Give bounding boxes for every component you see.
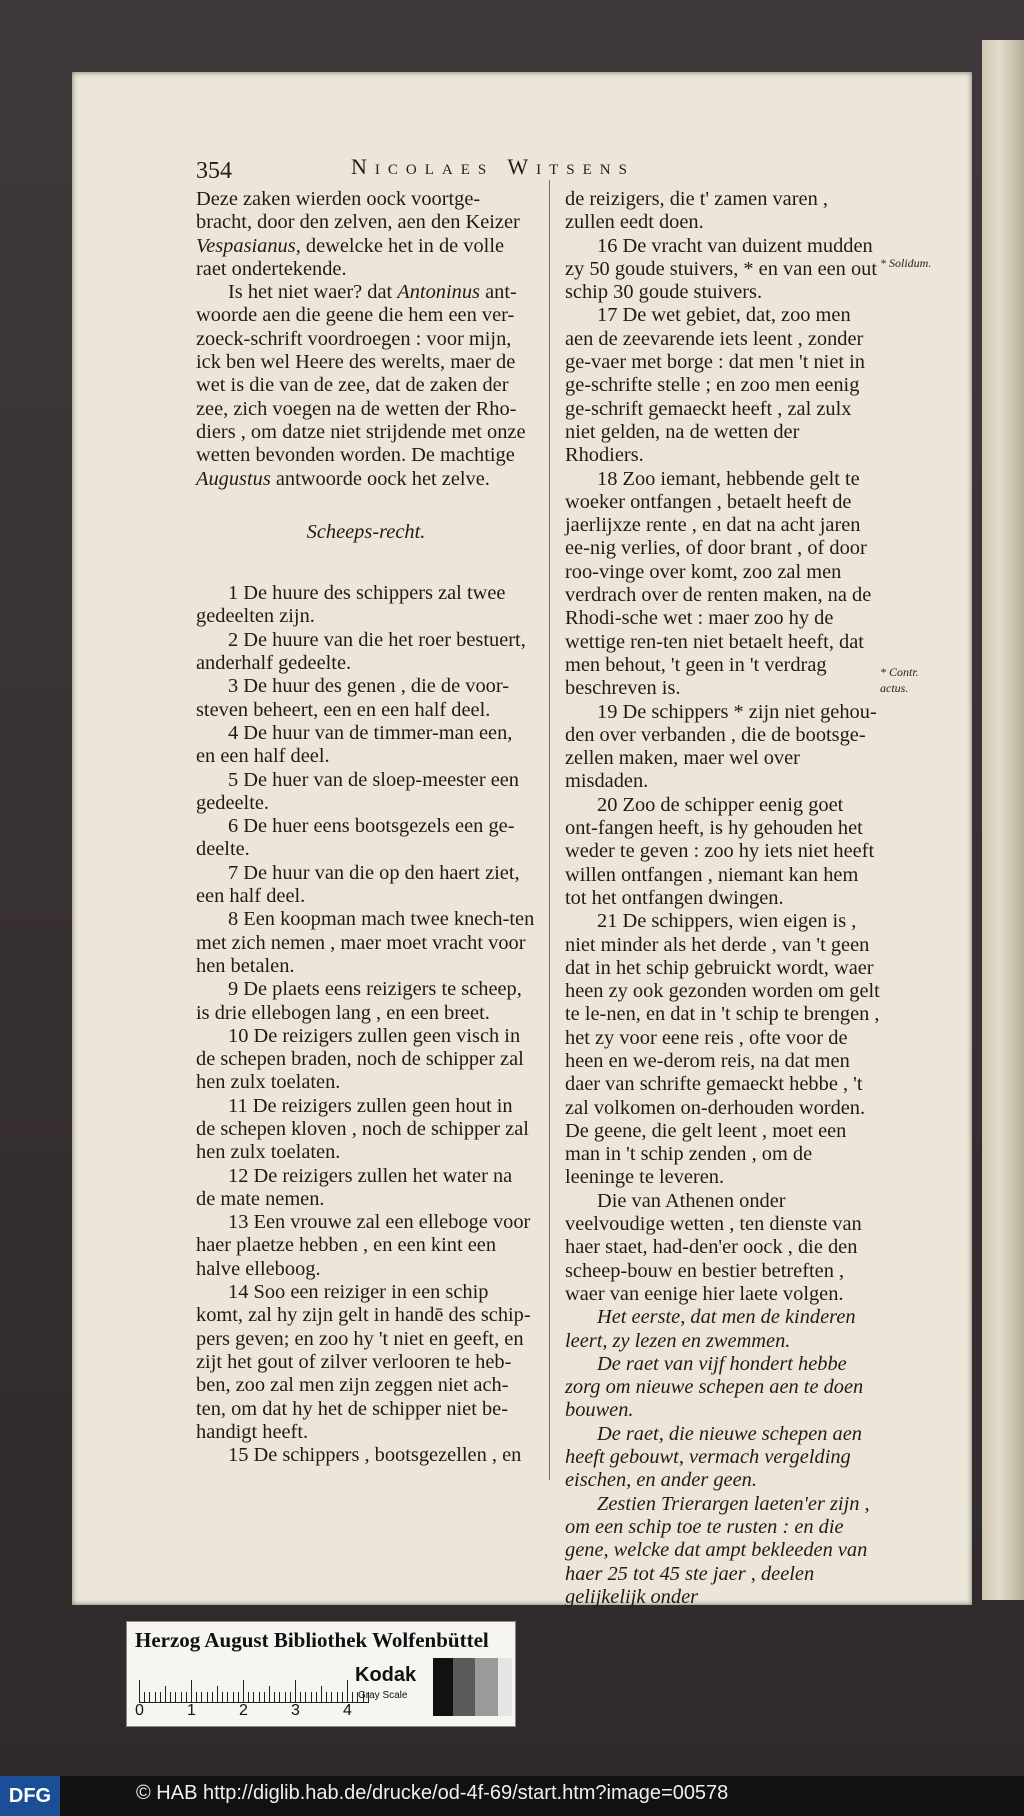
right-column-paragraph (565, 304, 881, 467)
ruler-tick (160, 1692, 161, 1702)
ruler-tick (342, 1692, 343, 1702)
body-text: Die van Athenen onder veelvoudige wetten , ten dienste van haer staet, had-den'er oock , die den scheep-bouw en bestier betreften , waer van eenige hier laete volgen. (565, 1189, 862, 1305)
kodak-logo: Kodak (355, 1664, 417, 1686)
ruler-tick (279, 1692, 280, 1702)
ruler-number: 0 (135, 1702, 144, 1719)
ruler-tick (264, 1692, 265, 1702)
left-column-paragraph (196, 1281, 536, 1444)
ruler-tick (212, 1692, 213, 1702)
right-column-paragraph (565, 1306, 881, 1353)
ruler-tick (352, 1692, 353, 1702)
footer-bar (0, 1776, 1024, 1816)
gray-swatch-light (497, 1658, 512, 1716)
italic-text: Vespasianus (196, 234, 296, 257)
body-text: 17 De wet gebiet, dat, zoo men aen de zeevarende iets leent , zonder ge-vaer met borge : dat men 't niet in ge-schrifte stelle ; en zoo men eenig ge-schrift gemaeckt heeft , zal zulx niet gelden, na de wetten der Rhodiers. (565, 304, 865, 467)
body-text: 20 Zoo de schipper eenig goet ont-fangen heeft, is hy gehouden het weder te geven : zoo hy iets niet heeft willen ontfangen , niemant kan hem tot het ontfangen dwingen. (565, 793, 875, 909)
ruler-tick (238, 1692, 239, 1702)
body-text: de reizigers, die t' zamen varen , zullen eedt doen. (565, 188, 828, 234)
body-text: 2 De huure van die het roer bestuert, anderhalf gedeelte. (196, 628, 526, 675)
gray-swatch-dark (453, 1658, 475, 1716)
ruler-tick (155, 1692, 156, 1702)
body-text: 7 De huur van die op den haert ziet, een half deel. (196, 861, 520, 908)
right-column-paragraph (565, 1353, 881, 1423)
left-column-paragraph (196, 978, 536, 1025)
left-column-paragraph (196, 1211, 536, 1281)
right-column (565, 188, 881, 1609)
gray-swatch-mid (475, 1658, 497, 1716)
ruler-tick (149, 1692, 150, 1702)
footer-credit: © HAB http://diglib.hab.de/drucke/od-4f-69/start.htm?image=00578 (136, 1782, 729, 1804)
right-column-paragraph (565, 468, 881, 701)
ruler-number: 3 (291, 1702, 300, 1719)
body-text: Is het niet waer? dat (228, 281, 398, 304)
ruler-tick (321, 1686, 322, 1702)
ruler-tick (253, 1692, 254, 1702)
ruler-tick (248, 1692, 249, 1702)
ruler-tick (311, 1692, 312, 1702)
left-column-paragraph (196, 769, 536, 816)
ruler-number: 4 (343, 1702, 352, 1719)
ruler-number: 1 (187, 1702, 196, 1719)
ruler-tick (300, 1692, 301, 1702)
body-text: 14 Soo een reiziger in een schip komt, zal hy zijn gelt in handē des schip-pers geven; en zoo hy 't niet en geeft, en zijt het gout of zilver verlooren te heb-ben, zoo zal men zijn zeggen niet ach-ten, om dat hy het de schipper niet be-handigt heeft. (196, 1281, 531, 1443)
body-text: 16 De vracht van duizent mudden zy 50 goude stuivers, * en van een out schip 30 goude stuivers. (565, 234, 878, 304)
left-column-paragraph (196, 1095, 536, 1165)
left-column-paragraph (196, 675, 536, 722)
ruler-tick (326, 1692, 327, 1702)
body-text: antwoorde oock het zelve. (270, 467, 490, 490)
margin-note-solidum: * Solidum. (880, 256, 932, 270)
left-column-paragraph (196, 1444, 536, 1467)
italic-text: Antoninus (397, 281, 480, 304)
ruler-tick (217, 1686, 218, 1702)
ruler-tick (144, 1692, 145, 1702)
left-column (196, 188, 536, 1467)
ruler-tick (181, 1692, 182, 1702)
left-column-heading: Scheeps-recht. (306, 520, 426, 543)
ruler-tick (305, 1692, 306, 1702)
measure-ruler (139, 1674, 369, 1703)
ruler-tick (227, 1692, 228, 1702)
body-text: 11 De reizigers zullen geen hout in de schepen kloven , noch de schipper zal hen zulx toelaten. (196, 1094, 529, 1164)
body-text: 12 De reizigers zullen het water na de mate nemen. (196, 1164, 513, 1210)
italic-text: De raet van vijf hondert hebbe zorg om nieuwe schepen aen te doen bouwen. (565, 1352, 864, 1422)
body-text: 19 De schippers * zijn niet gehou-den over verbanden , die de bootsge-zellen maken, maer wel over misdaden. (565, 700, 877, 793)
ruler-tick (222, 1692, 223, 1702)
right-column-paragraph (565, 1190, 881, 1306)
body-text: 8 Een koopman mach twee knech-ten met zich nemen , maer moet vracht voor hen betalen. (196, 908, 535, 977)
ruler-tick (139, 1680, 140, 1702)
gray-swatch-black (433, 1658, 453, 1716)
left-column-paragraph (196, 188, 536, 281)
ruler-tick (175, 1692, 176, 1702)
right-column-paragraph (565, 1493, 881, 1609)
ruler-tick (196, 1692, 197, 1702)
italic-text: De raet, die nieuwe schepen aen heeft gebouwt, vermach vergelding eischen, en ander geen. (565, 1422, 862, 1492)
ruler-tick (290, 1692, 291, 1702)
ruler-tick (233, 1692, 234, 1702)
body-text: 4 De huur van de timmer-man een, en een half deel. (196, 721, 513, 768)
margin-note-contractus: * Contr. actus. (880, 665, 919, 695)
left-column-paragraph (196, 908, 536, 978)
ruler-tick (243, 1680, 244, 1702)
ruler-tick (285, 1692, 286, 1702)
body-text: , dewelcke het in de volle raet ondertekende. (196, 234, 505, 280)
ruler-tick (269, 1686, 270, 1702)
gray-scale-label: Gray Scale (358, 1690, 408, 1701)
italic-text: Het eerste, dat men de kinderen leert, zy lezen en zwemmen. (565, 1306, 856, 1352)
body-text: 5 De huer van de sloep-meester een gedeelte. (196, 768, 520, 814)
body-text: 6 De huer eens bootsgezels een ge-deelte. (196, 815, 515, 861)
italic-text: Zestien Trierargen laeten'er zijn , om een schip toe te rusten : en die gene, welcke dat ampt bekleeden van haer 25 tot 45 ste jaer , deelen gelijkelijk onder (565, 1492, 870, 1608)
right-column-paragraph (565, 701, 881, 794)
page-number: 354 (196, 158, 232, 184)
right-column-paragraph (565, 188, 881, 235)
body-text: 9 De plaets eens reizigers te scheep, is drie ellebogen lang , en een breet. (196, 978, 522, 1024)
body-text: 15 De schippers , bootsgezellen , en (228, 1444, 522, 1467)
running-header (196, 150, 756, 184)
ruler-tick (274, 1692, 275, 1702)
ruler-number: 2 (239, 1702, 248, 1719)
left-column-paragraph (196, 1025, 536, 1095)
ruler-tick (191, 1680, 192, 1702)
body-text: 10 De reizigers zullen geen visch in de schepen braden, noch de schipper zal hen zulx toelaten. (196, 1024, 524, 1094)
left-column-paragraph (196, 862, 536, 909)
ruler-tick (316, 1692, 317, 1702)
right-column-paragraph (565, 794, 881, 910)
body-text: 1 De huure des schippers zal twee gedeelten zijn. (196, 582, 506, 628)
left-column-paragraph (196, 815, 536, 862)
left-column-paragraph (196, 629, 536, 676)
body-text: 3 De huur des genen , die de voor-steven beheert, een en een half deel. (196, 675, 510, 721)
left-column-paragraph (196, 722, 536, 769)
body-text: 18 Zoo iemant, hebbende gelt te woeker ontfangen , betaelt heeft de jaerlijxze rente , en dat na acht jaren ee-nig verlies, of door brant , of door roo-vinge over komt, zoo zal men verdrach over de renten maken, na de Rhodi-sche wet : maer zoo hy de wettige ren-ten niet betaelt heeft, dat men behout, 't geen in 't verdrag beschreven is. (565, 467, 872, 700)
left-column-paragraph (196, 1165, 536, 1212)
right-column-paragraph (565, 910, 881, 1190)
body-text: ant-woorde aen die geene die hem een ver-zoeck-schrift voordroegen : voor mijn, ick ben wel Heere des werelts, maer de wet is die van de zee, dat de zaken der zee, zich voegen na de wetten der Rho-diers , om datze niet strijdende met onze wetten bevonden worden. De machtige (196, 281, 526, 467)
column-rule (549, 180, 550, 1480)
right-column-paragraph (565, 1423, 881, 1493)
ruler-tick (295, 1680, 296, 1702)
ruler-tick (259, 1692, 260, 1702)
body-text: Deze zaken wierden oock voortge-bracht, door den zelven, aen den Keizer (196, 188, 520, 234)
right-column-paragraph (565, 235, 881, 305)
ruler-tick (207, 1692, 208, 1702)
ruler-tick (337, 1692, 338, 1702)
running-head-title: Nicolaes Witsens (351, 154, 635, 179)
ruler-tick (165, 1686, 166, 1702)
library-label-card (126, 1621, 516, 1727)
dfg-logo: DFG (0, 1776, 60, 1816)
ruler-tick (347, 1680, 348, 1702)
ruler-tick (201, 1692, 202, 1702)
body-text: 21 De schippers, wien eigen is , niet minder als het derde , van 't geen dat in het schip gebruickt wordt, waer heen zy ook gezonden worden om gelt te le-nen, en dat in 't schip te brengen , het zy voor eene reis , ofte voor de heen en we-derom reis, na dat men daer van schrifte gemaeckt hebbe , 't zal volkomen on-derhouden worden. De geene, die gelt leent , moet een man in 't schip zenden , om de leeninge te leveren. (565, 910, 880, 1189)
ruler-tick (331, 1692, 332, 1702)
ruler-tick (170, 1692, 171, 1702)
ruler-tick (186, 1692, 187, 1702)
left-column-paragraph (196, 582, 536, 629)
left-column-paragraph (196, 281, 536, 491)
italic-text: Augustus (196, 467, 271, 490)
facing-page-edge (982, 40, 1024, 1600)
body-text: 13 Een vrouwe zal een elleboge voor haer plaetze hebben , en een kint een halve elleboog. (196, 1211, 531, 1280)
library-name: Herzog August Bibliothek Wolfenbüttel (135, 1628, 489, 1652)
